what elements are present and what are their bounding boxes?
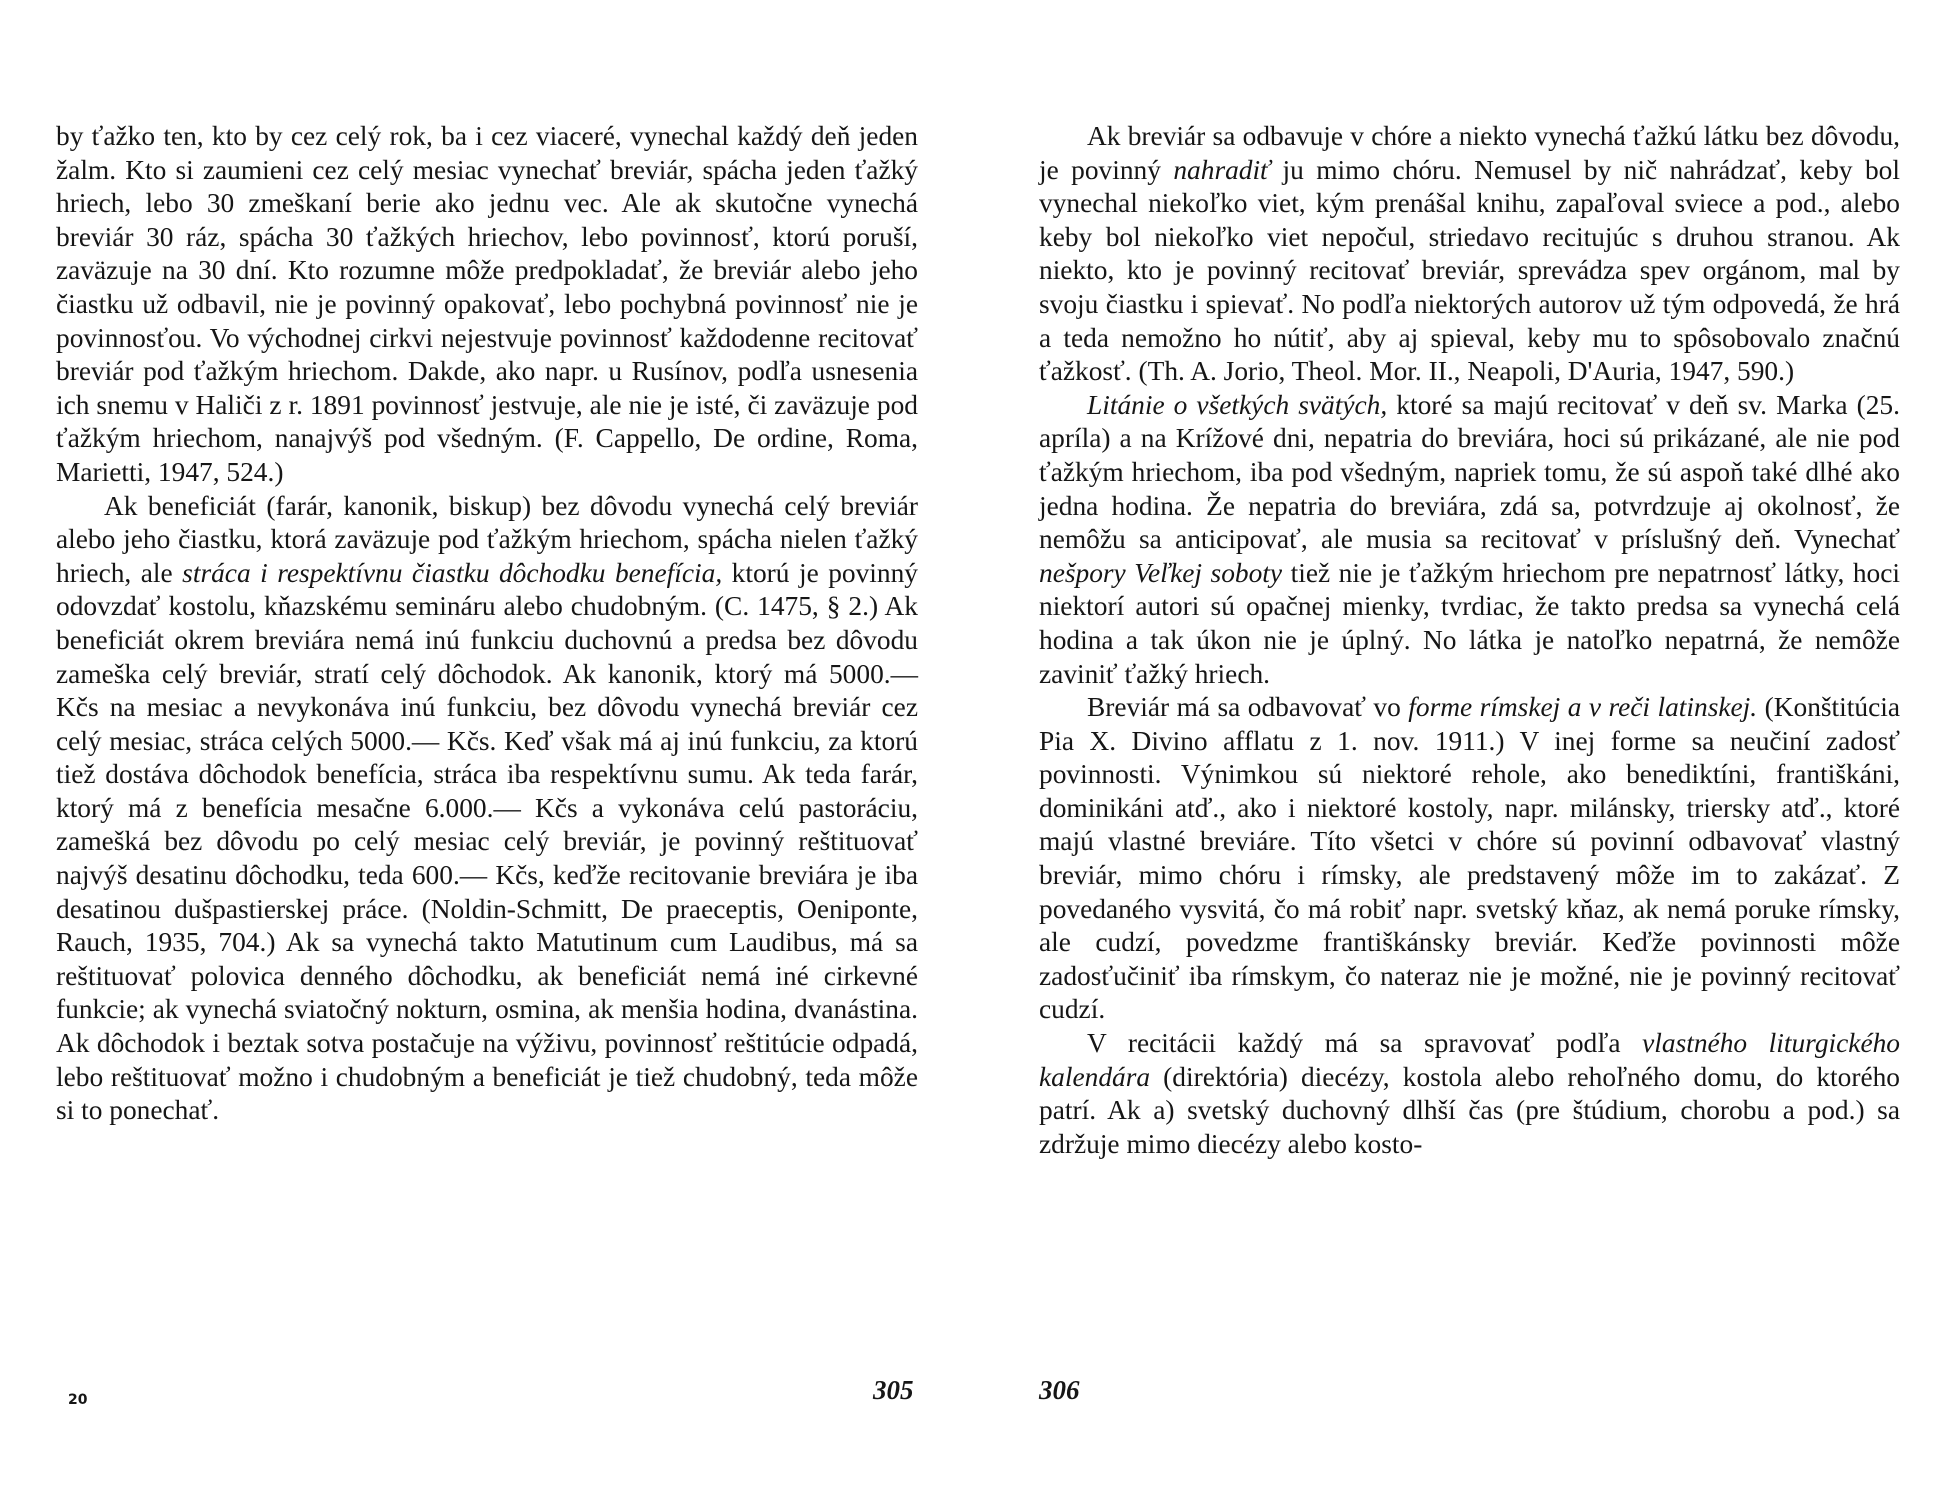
paragraph — [56, 490, 918, 1128]
page-number-right: 306 — [1039, 1375, 1080, 1405]
signature-mark: 20 — [68, 1392, 88, 1408]
paragraph — [56, 120, 918, 490]
text-run: Breviár má sa odbavovať vo — [1087, 692, 1409, 723]
italic-run: Litánie o všetkých svätých, — [1087, 389, 1388, 420]
text-run: by ťažko ten, kto by cez celý rok, ba i cez viaceré, vynechal každý deň jeden žalm. Kto si zaumieni cez celý mesiac vynechať breviár, spácha jeden ťažký hriech, lebo 30 zmeškaní berie ako jednu vec. Ale ak skutočne vynechá breviár 30 ráz, spácha 30 ťažkých hriechov, lebo povinnosť, ktorú poruší, zaväzuje na 30 dní. Kto rozumne môže predpokladať, že breviár alebo jeho čiastku už odbavil, nie je povinný opakovať, lebo pochybná povinnosť nie je povinnosťou. Vo východnej cirkvi nejestvuje povinnosť každodenne recitovať breviár pod ťažkým hriechom. Dakde, ako napr. u Rusínov, podľa usnesenia ich snemu v Haliči z r. 1891 povinnosť jestvuje, ale nie je isté, či zaväzuje pod ťažkým hriechom, nanajvýš pod všedným. (F. Cappello, De ordine, Roma, Marietti, 1947, 524.) — [56, 121, 918, 487]
paragraph — [1039, 1027, 1900, 1161]
italic-run: nahradiť — [1173, 154, 1271, 185]
italic-run: forme rímskej a v reči latinskej. — [1408, 692, 1758, 723]
paragraph — [1039, 389, 1900, 691]
italic-run: stráca i respektívnu čiastku dôchodku benefícia, — [182, 557, 723, 588]
paragraph — [1039, 120, 1900, 389]
text-run: tiež nie je ťažkým hriechom pre nepatrnosť látky, hoci niektorí autori sú opačnej mienky, tvrdiac, že takto predsa sa vynechá celá hodina a tak úkon nie je úplný. No látka je natoľko nepatrná, že nemôže zaviniť ťažký hriech. — [1039, 557, 1901, 689]
text-run: (direktória) diecézy, kostola alebo rehoľného domu, do ktorého patrí. Ak a) svetský duchovný dlhší čas (pre štúdium, chorobu a pod.) sa zdržuje mimo diecézy alebo kosto- — [1039, 1061, 1900, 1159]
right-page-text — [1039, 120, 1900, 1161]
italic-run: vlastného liturgického kalendára — [1039, 1028, 1900, 1092]
paragraph — [1039, 691, 1900, 1027]
left-page-text — [56, 120, 918, 1128]
text-run: ktoré sa majú recitovať v deň sv. Marka (25. apríla) a na Krížové dni, nepatria do breviára, hoci sú prikázané, ale nie pod ťažkým hriechom, iba pod všedným, napriek tomu, že sú aspoň také dlhé ako jedna hodina. Že nepatria do breviára, zdá sa, potvrdzuje aj okolnosť, že nemôžu sa anticipovať, ale musia sa recitovať v príslušný deň. Vynechať — [1039, 389, 1900, 555]
text-run: Ak breviár sa odbavuje v chóre a niekto vynechá ťažkú látku bez dôvodu, je povinný — [1039, 121, 1900, 185]
text-run: ktorú je povinný odovzdať kostolu, kňazskému semináru alebo chudobným. (C. 1475, § 2.) Ak beneficiát okrem breviára nemá inú funkciu duchovnú a predsa bez dôvodu zameška celý breviár, stratí celý dôchodok. Ak kanonik, ktorý má 5000.— Kčs na mesiac a nevykonáva inú funkciu, bez dôvodu vynechá breviár cez celý mesiac, stráca celých 5000.— Kčs. Keď však má aj inú funkciu, za ktorú tiež dostáva dôchodok benefícia, stráca iba respektívnu sumu. Ak teda farár, ktorý má z benefícia mesačne 6.000.— Kčs a vykonáva celú pastoráciu, zamešká bez dôvodu po celý mesiac celý breviár, je povinný reštituovať najvýš desatinu dôchodku, teda 600.— Kčs, keďže recitovanie breviára je iba desatinou dušpastierskej práce. (Noldin-Schmitt, De praeceptis, Oeniponte, Rauch, 1935, 704.) Ak sa vynechá takto Matutinum cum Laudibus, má sa reštituovať polovica denného dôchodku, ak beneficiát nemá iné cirkevné funkcie; ak vynechá sviatočný nokturn, osmina, ak menšia hodina, dvanástina. Ak dôchodok i beztak sotva postačuje na výživu, povinnosť reštitúcie odpadá, lebo reštituovať možno i chudobným a beneficiát je tiež chudobný, teda môže si to ponechať. — [56, 557, 919, 1126]
text-run: V recitácii každý má sa spravovať podľa — [1087, 1028, 1643, 1059]
text-run: (Konštitúcia Pia X. Divino afflatu z 1. nov. 1911.) V inej forme sa neučiní zadosť povinnosti. Výnimkou sú niektoré rehole, ako benediktíni, františkáni, dominikáni atď., ako i niektoré kostoly, napr. milánsky, triersky atď., ktoré majú vlastné breviáre. Títo všetci v chóre sú povinní odbavovať vlastný breviár, mimo chóru i rímsky, ale predstavený môže im to zakázať. Z povedaného vysvitá, čo má robiť napr. svetský kňaz, ak nemá poruke rímsky, ale cudzí, povedzme františkánsky breviár. Keďže povinnosti môže zadosťučiniť iba rímskym, čo nateraz nie je možné, nie je povinný recitovať cudzí. — [1039, 692, 1900, 1025]
italic-run: nešpory Veľkej soboty — [1039, 557, 1283, 588]
text-run: Ak beneficiát (farár, kanonik, biskup) bez dôvodu vynechá celý breviár alebo jeho čiastku, ktorá zaväzuje pod ťažkým hriechom, spácha nielen ťažký hriech, ale — [56, 490, 918, 588]
text-run: ju mimo chóru. Nemusel by nič nahrádzať, keby bol vynechal niekoľko viet, kým prenášal knihu, zapaľoval sviece a pod., alebo keby bol niekoľko viet nepočul, striedavo recitujúc s druhou stranou. Ak niekto, kto je povinný recitovať breviár, sprevádza spev orgánom, mal by svoju čiastku i spievať. No podľa niektorých autorov už tým odpovedá, že hrá a teda nemožno ho nútiť, aby aj spieval, keby mu to spôsobovalo značnú ťažkosť. (Th. A. Jorio, Theol. Mor. II., Neapoli, D'Auria, 1947, 590.) — [1039, 154, 1900, 387]
page-number-left: 305 — [873, 1375, 914, 1405]
